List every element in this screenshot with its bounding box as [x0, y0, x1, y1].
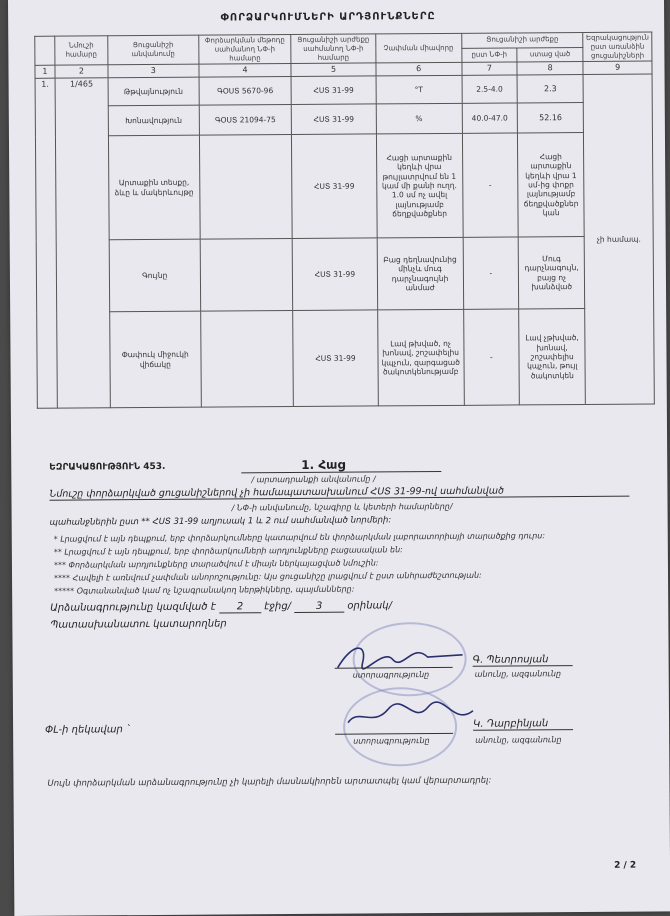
document-title: ՓՈՐՁԱՐԿՈՒՄՆԵՐԻ ԱՐԴՅՈՒՆՔՆԵՐԸ: [220, 11, 436, 24]
footnotes: [54, 529, 644, 598]
colnum: 1: [35, 65, 55, 78]
copies-text-a: Արձանագրությունը կազմված է: [50, 601, 216, 614]
footnote: ***** Օգտանանված կամ ոչ նշագրանակող ներթիկները, պայմանները:: [54, 584, 355, 596]
colnum: 4: [199, 64, 292, 78]
sample-number: 1/465: [55, 78, 110, 408]
spec-value: -: [462, 133, 518, 237]
responsible-label: Պատասխանատու կատարողներ: [50, 618, 227, 631]
header-sample-no: Նմուշի համարը: [55, 36, 108, 66]
indicator-name: Գույնը: [109, 239, 200, 312]
test-method: ԳՕՍՏ 21094-75: [199, 105, 292, 136]
actual-value: 2.3: [517, 75, 584, 103]
copies-line: [50, 600, 392, 614]
actual-value: Լավ չթխված, խոնավ, շոշափելիս կպչուն, թույլ ծակոտկեն: [519, 309, 586, 405]
spec-value: 2.5-4.0: [462, 75, 517, 103]
norm-doc: ՀՍՏ 31-99: [292, 134, 377, 239]
norm-caption: / ՆՓ-ի անվանումը, նշագիրը և կետերի համարները/: [231, 501, 453, 513]
table-row: [36, 236, 653, 312]
actual-value: Մուգ դարչնագույն, բայց ոչ խանձված: [518, 237, 585, 309]
copy-count: 3: [294, 601, 344, 613]
head-label: ՓԼ-ի ղեկավար `: [45, 724, 132, 736]
page-count: 2: [219, 601, 261, 613]
page-number: 2 / 2: [614, 860, 637, 871]
non-compliance-statement: Նմուշը փորձարկված ցուցանիշներով չի համապատասխանում ՀՍՏ 31-99-ով սահմանված: [49, 485, 629, 501]
product-line: [241, 471, 441, 473]
unit: Բաց դեղնավունից մինչև մուգ դարչնագույնի անմաժ: [377, 238, 464, 311]
actual-value: Հացի արտաքին կեղևի վրա 1 սմ-ից փոքր լայնությամբ ճեղքվածքներ կան: [517, 133, 584, 237]
signature-caption-1: ստորագրությունը: [352, 670, 430, 680]
actual-value: 52.16: [517, 103, 584, 133]
table-row: [35, 74, 652, 106]
header-value: Ցուցանիշի արժեքը: [461, 32, 583, 47]
spec-value: 40.0-47.0: [462, 103, 517, 133]
header-norm-doc: Ցուցանիշի արժեքը սահմանող ՆՓ-ի համարը: [291, 34, 375, 64]
conclusion-product: 1. Հաց: [301, 457, 346, 472]
header-actual: ստաց ված: [517, 47, 583, 62]
document-page: [8, 0, 670, 916]
signer-1-caption: անունը, ազգանունը: [474, 669, 562, 679]
table-row: [35, 102, 652, 136]
colnum: 6: [375, 63, 461, 77]
signer-2-caption: անունը, ազգանունը: [475, 735, 562, 745]
indicator-name: Խոնավություն: [108, 105, 199, 136]
footer-note: Սույն փորձարկման արձանագրությունը չի կարելի մասնակիորեն արտատպել կամ վերարտադրել:: [47, 775, 492, 789]
header-test-method: Փորձարկման մեթոդը սահմանող ՆՓ-ի համարը: [198, 35, 291, 65]
signer-2-name: Կ. Դարբինյան: [473, 718, 573, 731]
unit: Լավ թխված, ոչ խոնավ, շոշափելիս կպչուն, զարգացած ծակոտկենությամբ: [377, 310, 464, 407]
requirements-line: պահանջներին ըստ ** ՀՍՏ 31-99 աղյուսակ 1 և 2 ում սահմանված նորմերի:: [49, 515, 392, 528]
indicator-name: Թթվայնություն: [108, 77, 199, 106]
unit: Հացի արտաքին կեղևի վրա թույլատրվում են 1 կամ մի քանի ուղղ. 1.0 սմ ոչ ավել լայնությամբ ճեղքվածքներ: [376, 134, 463, 239]
colnum: 3: [108, 64, 199, 78]
results-table: [34, 32, 655, 410]
header-spec: ըստ ՆՓ-ի: [462, 48, 517, 63]
test-method: [199, 135, 293, 240]
norm-doc: ՀՍՏ 31-99: [292, 104, 376, 135]
indicator-name: Փափուկ միջուկի վիճակը: [110, 311, 201, 408]
test-method: ԳՕՍՏ 5670-96: [199, 77, 292, 106]
footnote: **** Հավելի է առնվում չափման անորոշությունը: Այս ցուցանիշը լրացվում է ըստ անհրաժեշտության:: [54, 570, 482, 583]
verdict: չի համապ.: [583, 74, 654, 404]
header-verdict: Եզրակացություն ըստ առանձին ցուցանիշների: [583, 32, 652, 62]
header-unit: Չափման միավորը: [375, 33, 461, 63]
product-caption: / արտադրանքի անվանումը /: [251, 474, 376, 485]
header-indicator: Ցուցանիշի անվանումը: [108, 35, 199, 65]
test-method: [200, 311, 294, 408]
signature-2: [343, 697, 483, 738]
colnum: 8: [517, 62, 583, 75]
unit: °T: [376, 76, 462, 105]
colnum: 5: [291, 63, 375, 77]
footnote: *** Փորձարկման արդյունքները տարածվում է միայն ներկայացված նմուշին:: [53, 558, 379, 570]
spec-value: -: [463, 237, 519, 309]
indicator-name: Արտաքին տեսքը, ձևը և մակերևույթը: [108, 135, 199, 240]
colnum: 2: [55, 65, 108, 78]
test-method: [200, 239, 293, 312]
footnote: ** Լրացվում է այն դեպքում, երբ փորձարկումների արդյունքները բացասական են:: [53, 545, 403, 557]
norm-doc: ՀՍՏ 31-99: [293, 310, 378, 407]
conclusion-label: ԵԶՐԱԿԱՑՈՒԹՅՈՒՆ 453.: [49, 461, 166, 473]
row-id: 1.: [35, 78, 57, 408]
copies-text-c: օրինակ/: [347, 600, 393, 612]
signature-caption-2: ստորագրությունը: [353, 736, 430, 746]
signer-1-name: Գ. Պետրոսյան: [473, 654, 573, 667]
norm-doc: ՀՍՏ 31-99: [292, 76, 376, 105]
header-empty: [35, 36, 55, 65]
norm-doc: ՀՍՏ 31-99: [293, 238, 378, 311]
colnum: 9: [583, 61, 652, 74]
unit: %: [376, 104, 462, 135]
spec-value: -: [463, 309, 519, 405]
table-row: [37, 308, 655, 408]
footnote: * Լրացվում է այն դեպքում, երբ փորձարկումները կատարվում են փորձարկման լաբորատորիայի տարածքից դուրս:: [53, 531, 546, 544]
colnum: 7: [462, 62, 517, 75]
table-row: [35, 132, 653, 240]
copies-text-b: էջից/: [264, 601, 292, 613]
